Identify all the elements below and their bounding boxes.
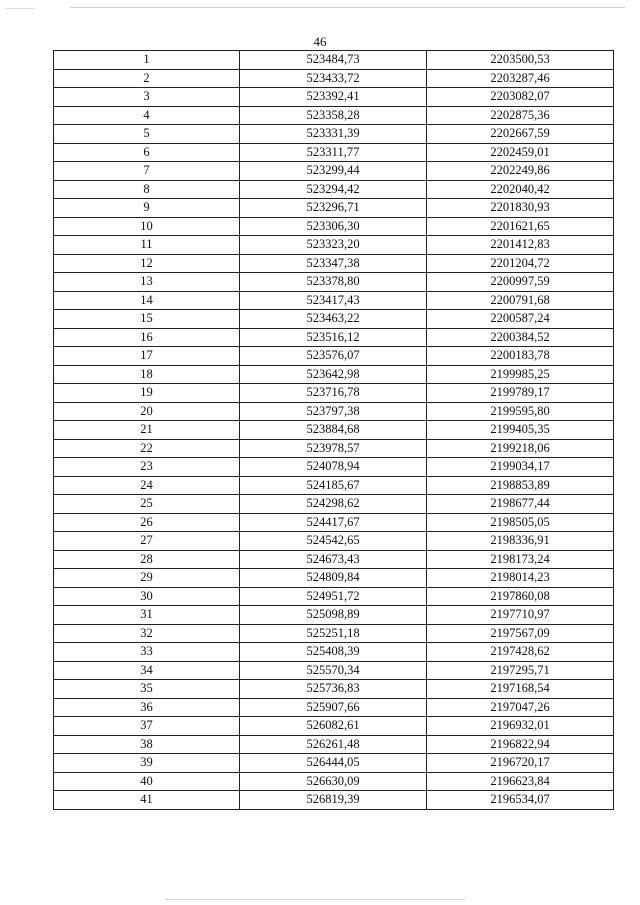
table-row: [54, 643, 614, 662]
y-coordinate-cell: 2197860,08: [427, 587, 614, 606]
table-row: [54, 772, 614, 791]
y-coordinate-cell: 2202040,42: [427, 180, 614, 199]
point-number-cell: 15: [54, 310, 240, 329]
point-number-cell: 39: [54, 754, 240, 773]
x-coordinate-cell: 524078,94: [240, 458, 427, 477]
scan-artifact-line: [165, 899, 465, 900]
x-coordinate-cell: 523378,80: [240, 273, 427, 292]
table-row: [54, 180, 614, 199]
scan-artifact-line: [5, 8, 35, 9]
x-coordinate-cell: 523347,38: [240, 254, 427, 273]
table-row: [54, 236, 614, 255]
y-coordinate-cell: 2200183,78: [427, 347, 614, 366]
point-number-cell: 6: [54, 143, 240, 162]
y-coordinate-cell: 2198014,23: [427, 569, 614, 588]
y-coordinate-cell: 2199218,06: [427, 439, 614, 458]
scan-artifact-line: [70, 7, 625, 8]
table-row: [54, 125, 614, 144]
y-coordinate-cell: 2197567,09: [427, 624, 614, 643]
x-coordinate-cell: 523642,98: [240, 365, 427, 384]
x-coordinate-cell: 525098,89: [240, 606, 427, 625]
x-coordinate-cell: 526630,09: [240, 772, 427, 791]
y-coordinate-cell: 2199985,25: [427, 365, 614, 384]
y-coordinate-cell: 2201621,65: [427, 217, 614, 236]
point-number-cell: 34: [54, 661, 240, 680]
table-row: [54, 661, 614, 680]
table-row: [54, 402, 614, 421]
point-number-cell: 12: [54, 254, 240, 273]
coordinates-table-body: [54, 51, 614, 810]
y-coordinate-cell: 2196623,84: [427, 772, 614, 791]
table-row: [54, 698, 614, 717]
point-number-cell: 14: [54, 291, 240, 310]
table-row: [54, 88, 614, 107]
y-coordinate-cell: 2197428,62: [427, 643, 614, 662]
x-coordinate-cell: 523716,78: [240, 384, 427, 403]
point-number-cell: 36: [54, 698, 240, 717]
y-coordinate-cell: 2199034,17: [427, 458, 614, 477]
x-coordinate-cell: 523884,68: [240, 421, 427, 440]
table-row: [54, 439, 614, 458]
x-coordinate-cell: 525251,18: [240, 624, 427, 643]
point-number-cell: 3: [54, 88, 240, 107]
table-row: [54, 606, 614, 625]
table-row: [54, 217, 614, 236]
x-coordinate-cell: 524809,84: [240, 569, 427, 588]
y-coordinate-cell: 2201412,83: [427, 236, 614, 255]
x-coordinate-cell: 523331,39: [240, 125, 427, 144]
x-coordinate-cell: 524417,67: [240, 513, 427, 532]
y-coordinate-cell: 2197295,71: [427, 661, 614, 680]
x-coordinate-cell: 526082,61: [240, 717, 427, 736]
point-number-cell: 25: [54, 495, 240, 514]
point-number-cell: 37: [54, 717, 240, 736]
table-row: [54, 624, 614, 643]
point-number-cell: 29: [54, 569, 240, 588]
y-coordinate-cell: 2203287,46: [427, 69, 614, 88]
point-number-cell: 1: [54, 51, 240, 70]
table-row: [54, 421, 614, 440]
table-row: [54, 51, 614, 70]
point-number-cell: 35: [54, 680, 240, 699]
x-coordinate-cell: 523294,42: [240, 180, 427, 199]
y-coordinate-cell: 2201830,93: [427, 199, 614, 218]
y-coordinate-cell: 2199789,17: [427, 384, 614, 403]
y-coordinate-cell: 2196932,01: [427, 717, 614, 736]
table-row: [54, 384, 614, 403]
x-coordinate-cell: 523306,30: [240, 217, 427, 236]
table-row: [54, 199, 614, 218]
point-number-cell: 28: [54, 550, 240, 569]
point-number-cell: 33: [54, 643, 240, 662]
y-coordinate-cell: 2200587,24: [427, 310, 614, 329]
point-number-cell: 8: [54, 180, 240, 199]
y-coordinate-cell: 2200997,59: [427, 273, 614, 292]
x-coordinate-cell: 523299,44: [240, 162, 427, 181]
x-coordinate-cell: 523978,57: [240, 439, 427, 458]
y-coordinate-cell: 2198677,44: [427, 495, 614, 514]
y-coordinate-cell: 2199595,80: [427, 402, 614, 421]
y-coordinate-cell: 2197710,97: [427, 606, 614, 625]
x-coordinate-cell: 523392,41: [240, 88, 427, 107]
table-row: [54, 162, 614, 181]
table-row: [54, 754, 614, 773]
table-row: [54, 569, 614, 588]
x-coordinate-cell: 523296,71: [240, 199, 427, 218]
y-coordinate-cell: 2202249,86: [427, 162, 614, 181]
x-coordinate-cell: 524185,67: [240, 476, 427, 495]
x-coordinate-cell: 525736,83: [240, 680, 427, 699]
y-coordinate-cell: 2202875,36: [427, 106, 614, 125]
x-coordinate-cell: 524298,62: [240, 495, 427, 514]
point-number-cell: 41: [54, 791, 240, 810]
point-number-cell: 21: [54, 421, 240, 440]
y-coordinate-cell: 2198853,89: [427, 476, 614, 495]
y-coordinate-cell: 2203082,07: [427, 88, 614, 107]
coordinates-table: [53, 50, 614, 810]
point-number-cell: 22: [54, 439, 240, 458]
table-row: [54, 717, 614, 736]
point-number-cell: 16: [54, 328, 240, 347]
x-coordinate-cell: 523463,22: [240, 310, 427, 329]
x-coordinate-cell: 525907,66: [240, 698, 427, 717]
point-number-cell: 26: [54, 513, 240, 532]
point-number-cell: 4: [54, 106, 240, 125]
point-number-cell: 38: [54, 735, 240, 754]
x-coordinate-cell: 526261,48: [240, 735, 427, 754]
point-number-cell: 19: [54, 384, 240, 403]
table-row: [54, 495, 614, 514]
table-row: [54, 273, 614, 292]
table-row: [54, 310, 614, 329]
y-coordinate-cell: 2198336,91: [427, 532, 614, 551]
y-coordinate-cell: 2196822,94: [427, 735, 614, 754]
point-number-cell: 10: [54, 217, 240, 236]
point-number-cell: 11: [54, 236, 240, 255]
x-coordinate-cell: 526819,39: [240, 791, 427, 810]
point-number-cell: 17: [54, 347, 240, 366]
table-row: [54, 587, 614, 606]
y-coordinate-cell: 2199405,35: [427, 421, 614, 440]
y-coordinate-cell: 2197168,54: [427, 680, 614, 699]
table-row: [54, 476, 614, 495]
y-coordinate-cell: 2198505,05: [427, 513, 614, 532]
y-coordinate-cell: 2200791,68: [427, 291, 614, 310]
point-number-cell: 32: [54, 624, 240, 643]
table-row: [54, 69, 614, 88]
x-coordinate-cell: 523433,72: [240, 69, 427, 88]
point-number-cell: 24: [54, 476, 240, 495]
table-row: [54, 550, 614, 569]
y-coordinate-cell: 2203500,53: [427, 51, 614, 70]
table-row: [54, 513, 614, 532]
y-coordinate-cell: 2202459,01: [427, 143, 614, 162]
point-number-cell: 30: [54, 587, 240, 606]
point-number-cell: 23: [54, 458, 240, 477]
table-row: [54, 106, 614, 125]
table-row: [54, 347, 614, 366]
table-row: [54, 328, 614, 347]
x-coordinate-cell: 523516,12: [240, 328, 427, 347]
table-row: [54, 458, 614, 477]
x-coordinate-cell: 525408,39: [240, 643, 427, 662]
table-row: [54, 365, 614, 384]
y-coordinate-cell: 2197047,26: [427, 698, 614, 717]
x-coordinate-cell: 524673,43: [240, 550, 427, 569]
point-number-cell: 18: [54, 365, 240, 384]
y-coordinate-cell: 2198173,24: [427, 550, 614, 569]
y-coordinate-cell: 2196534,07: [427, 791, 614, 810]
x-coordinate-cell: 523311,77: [240, 143, 427, 162]
point-number-cell: 31: [54, 606, 240, 625]
x-coordinate-cell: 523576,07: [240, 347, 427, 366]
x-coordinate-cell: 523323,20: [240, 236, 427, 255]
point-number-cell: 20: [54, 402, 240, 421]
point-number-cell: 40: [54, 772, 240, 791]
y-coordinate-cell: 2200384,52: [427, 328, 614, 347]
x-coordinate-cell: 523484,73: [240, 51, 427, 70]
point-number-cell: 2: [54, 69, 240, 88]
x-coordinate-cell: 523797,38: [240, 402, 427, 421]
y-coordinate-cell: 2201204,72: [427, 254, 614, 273]
table-row: [54, 791, 614, 810]
page-number: 46: [313, 34, 327, 49]
y-coordinate-cell: 2196720,17: [427, 754, 614, 773]
point-number-cell: 9: [54, 199, 240, 218]
x-coordinate-cell: 525570,34: [240, 661, 427, 680]
x-coordinate-cell: 526444,05: [240, 754, 427, 773]
table-row: [54, 532, 614, 551]
x-coordinate-cell: 523358,28: [240, 106, 427, 125]
table-row: [54, 291, 614, 310]
y-coordinate-cell: 2202667,59: [427, 125, 614, 144]
table-row: [54, 735, 614, 754]
x-coordinate-cell: 524542,65: [240, 532, 427, 551]
table-row: [54, 254, 614, 273]
table-row: [54, 680, 614, 699]
point-number-cell: 5: [54, 125, 240, 144]
point-number-cell: 27: [54, 532, 240, 551]
point-number-cell: 7: [54, 162, 240, 181]
x-coordinate-cell: 524951,72: [240, 587, 427, 606]
table-row: [54, 143, 614, 162]
point-number-cell: 13: [54, 273, 240, 292]
x-coordinate-cell: 523417,43: [240, 291, 427, 310]
